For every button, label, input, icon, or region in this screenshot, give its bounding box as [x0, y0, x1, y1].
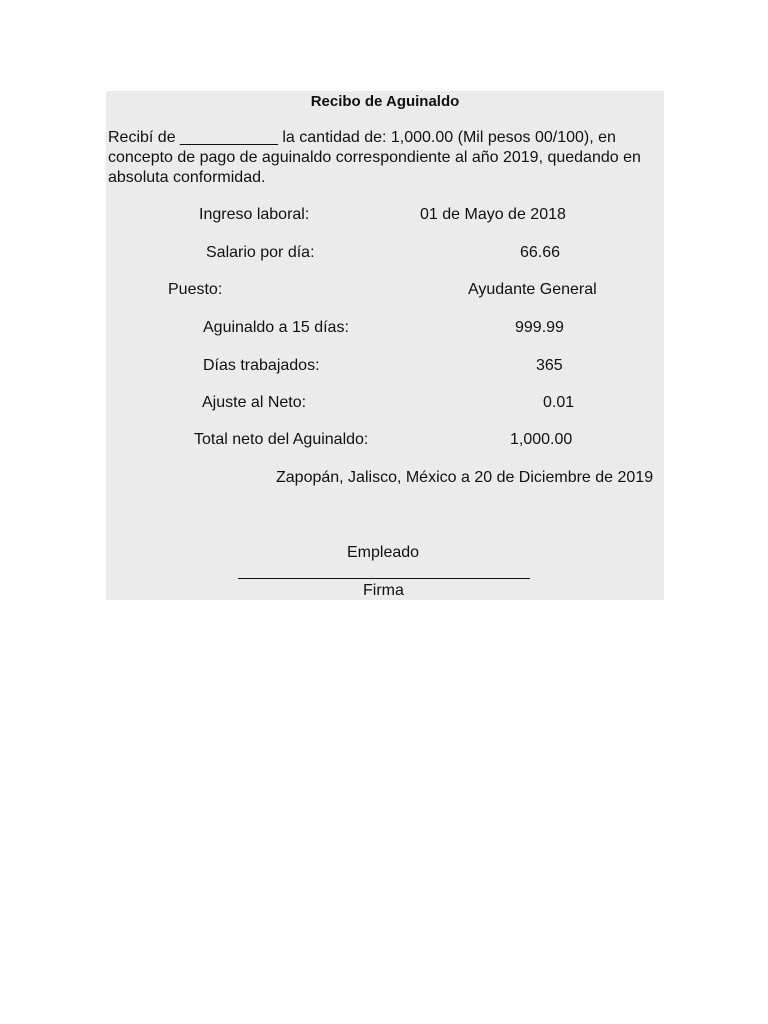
label-ingreso-laboral: Ingreso laboral:	[199, 206, 310, 223]
label-dias-trabajados: Días trabajados:	[203, 357, 320, 374]
value-ajuste-al-neto: 0.01	[543, 394, 575, 411]
value-dias-trabajados: 365	[536, 357, 563, 374]
label-salario-por-dia: Salario por día:	[206, 244, 315, 261]
receipt-statement	[108, 128, 660, 188]
receipt-document	[106, 91, 664, 600]
label-puesto: Puesto:	[168, 281, 223, 298]
value-total-neto: 1,000.00	[510, 431, 573, 448]
statement-line-2: concepto de pago de aguinaldo correspondiente al año 2019, quedando en	[108, 149, 641, 166]
label-aguinaldo-15-dias: Aguinaldo a 15 días:	[203, 319, 349, 336]
signature-role: Empleado	[347, 544, 420, 561]
signature-caption: Firma	[363, 582, 404, 599]
statement-line-3: absoluta conformidad.	[108, 169, 266, 186]
label-total-neto: Total neto del Aguinaldo:	[194, 431, 369, 448]
statement-line-1: Recibí de ___________ la cantidad de: 1,000.00 (Mil pesos 00/100), en	[108, 129, 616, 146]
value-puesto: Ayudante General	[468, 281, 597, 298]
label-ajuste-al-neto: Ajuste al Neto:	[202, 394, 307, 411]
place-and-date: Zapopán, Jalisco, México a 20 de Diciembre de 2019	[276, 469, 654, 486]
value-salario-por-dia: 66.66	[520, 244, 561, 261]
value-aguinaldo-15-dias: 999.99	[515, 319, 564, 336]
value-ingreso-laboral: 01 de Mayo de 2018	[420, 206, 566, 223]
receipt-title: Recibo de Aguinaldo	[310, 93, 460, 110]
signature-line	[238, 578, 530, 579]
